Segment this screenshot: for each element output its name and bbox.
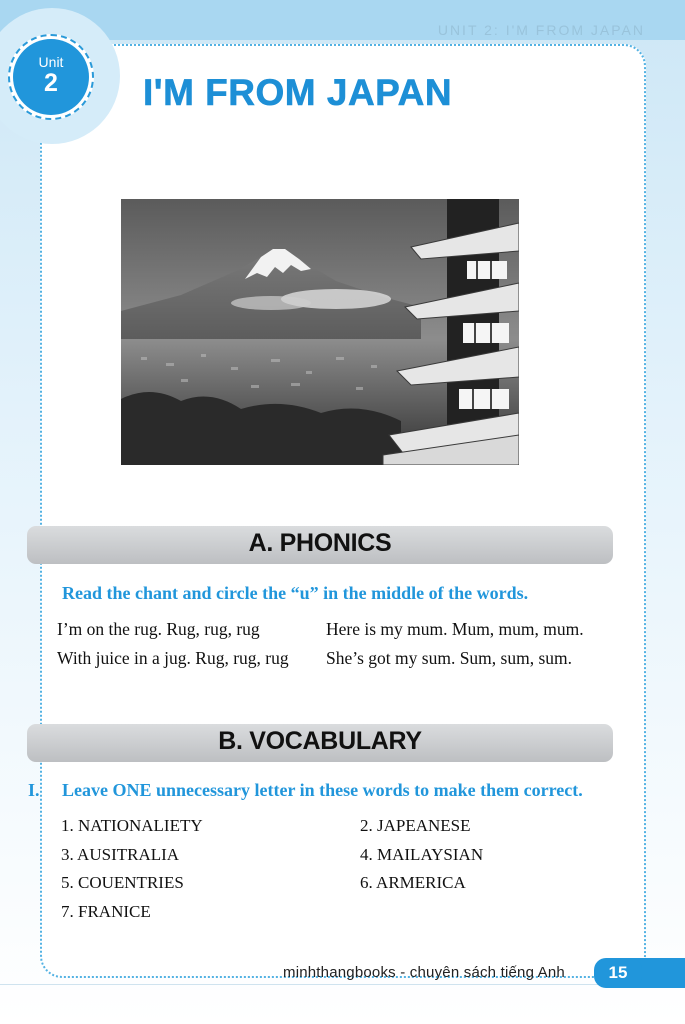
vocab-item-5: 5. COUENTRIES	[61, 873, 184, 892]
unit-number: 2	[44, 69, 58, 97]
vocabulary-instruction: Leave ONE unnecessary letter in these words to make them correct.	[62, 780, 583, 800]
chant-line-4: She’s got my sum. Sum, sum, sum.	[326, 648, 573, 668]
vocab-item-1: 1. NATIONALIETY	[61, 816, 203, 835]
vocab-item-4: 4. MAILAYSIAN	[360, 845, 484, 864]
unit-label: Unit	[38, 54, 64, 70]
content-card	[40, 44, 646, 978]
page-number: 15	[594, 958, 642, 988]
vocabulary-section-bar	[27, 724, 613, 762]
vocab-item-7: 7. FRANICE	[61, 902, 151, 921]
phonics-instruction: Read the chant and circle the “u” in the middle of the words.	[62, 583, 529, 603]
chant-line-1: I’m on the rug. Rug, rug, rug	[57, 619, 260, 639]
exercise-number: I.	[28, 780, 40, 800]
footer-rule	[0, 984, 685, 985]
mount-fuji-pagoda-photo	[121, 199, 519, 465]
chant-line-3: With juice in a jug. Rug, rug, rug	[57, 648, 289, 668]
vocab-item-6: 6. ARMERICA	[360, 873, 466, 892]
vocabulary-section-title: B. VOCABULARY	[218, 727, 422, 755]
unit-badge	[13, 39, 89, 115]
chant-line-2: Here is my mum. Mum, mum, mum.	[326, 619, 584, 639]
unit-title: I'M FROM JAPAN	[143, 72, 453, 113]
vocab-item-3: 3. AUSITRALIA	[61, 845, 180, 864]
vocab-item-2: 2. JAPEANESE	[360, 816, 471, 835]
header-running-title: UNIT 2: I'M FROM JAPAN	[437, 22, 645, 38]
phonics-section-title: A. PHONICS	[248, 529, 392, 557]
phonics-section-bar	[27, 526, 613, 564]
footer-publisher: minhthangbooks - chuyên sách tiếng Anh	[283, 964, 565, 981]
